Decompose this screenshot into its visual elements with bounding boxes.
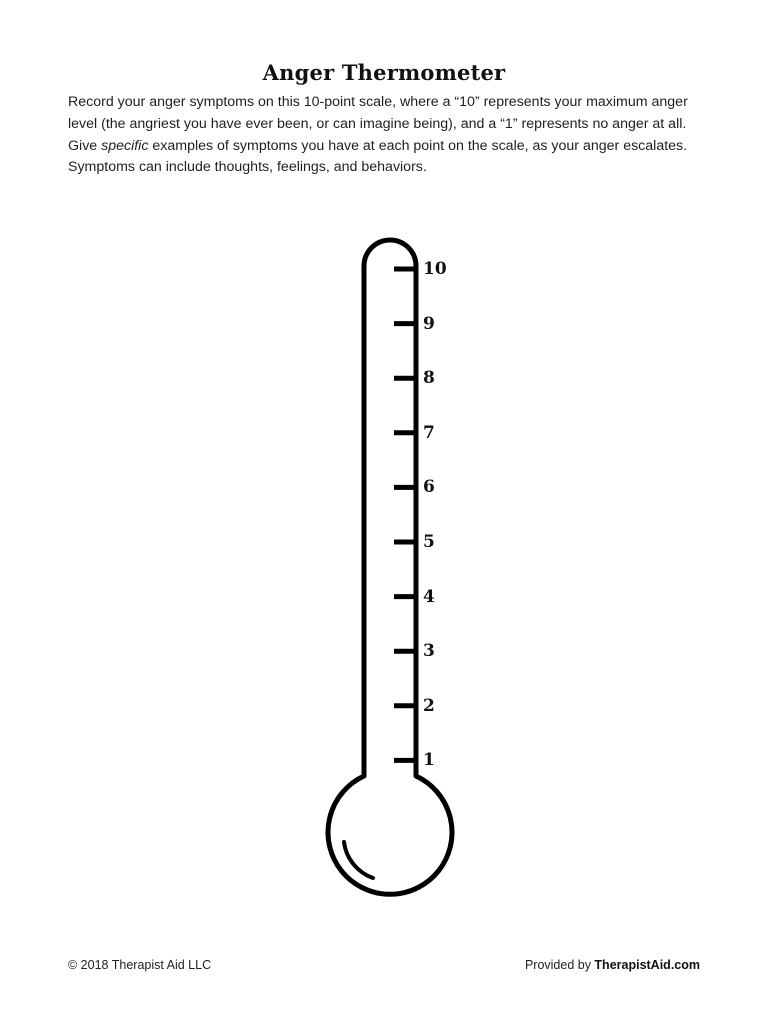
provided-by-prefix: Provided by (524, 958, 595, 972)
instructions-emphasis: specific (101, 137, 149, 154)
copyright-notice: © 2018 Therapist Aid LLC (68, 958, 212, 972)
therapistaid-link[interactable]: TherapistAid.com (594, 958, 700, 972)
scale-label-2: 2 (423, 695, 435, 716)
scale-label-9: 9 (423, 313, 435, 334)
scale-label-7: 7 (423, 422, 435, 443)
scale-label-6: 6 (423, 477, 435, 498)
page-title: Anger Thermometer (262, 60, 506, 86)
scale-label-1: 1 (423, 750, 435, 771)
scale-label-8: 8 (423, 368, 435, 389)
scale-label-3: 3 (423, 641, 435, 662)
thermometer-outline (328, 240, 452, 894)
scale-label-5: 5 (423, 532, 435, 552)
scale-label-4: 4 (423, 586, 435, 607)
instructions-paragraph (68, 92, 700, 179)
instructions-text-2: examples of symptoms you have at each point on the scale, as your anger escalates. Symptoms can include thoughts, feelings, and behaviors. (68, 137, 688, 176)
anger-thermometer (318, 236, 458, 906)
scale-label-10: 10 (423, 259, 447, 279)
bulb-highlight (344, 842, 373, 878)
thermometer-icon (318, 236, 458, 906)
instructions-text-1: Record your anger symptoms on this 10-point scale, where a “10” represents your maximum anger level (the angriest you have ever been, or can imagine being), and a “1” represents no anger at all. Give (68, 94, 688, 154)
scale-ticks (394, 269, 414, 760)
provided-by (525, 958, 700, 972)
